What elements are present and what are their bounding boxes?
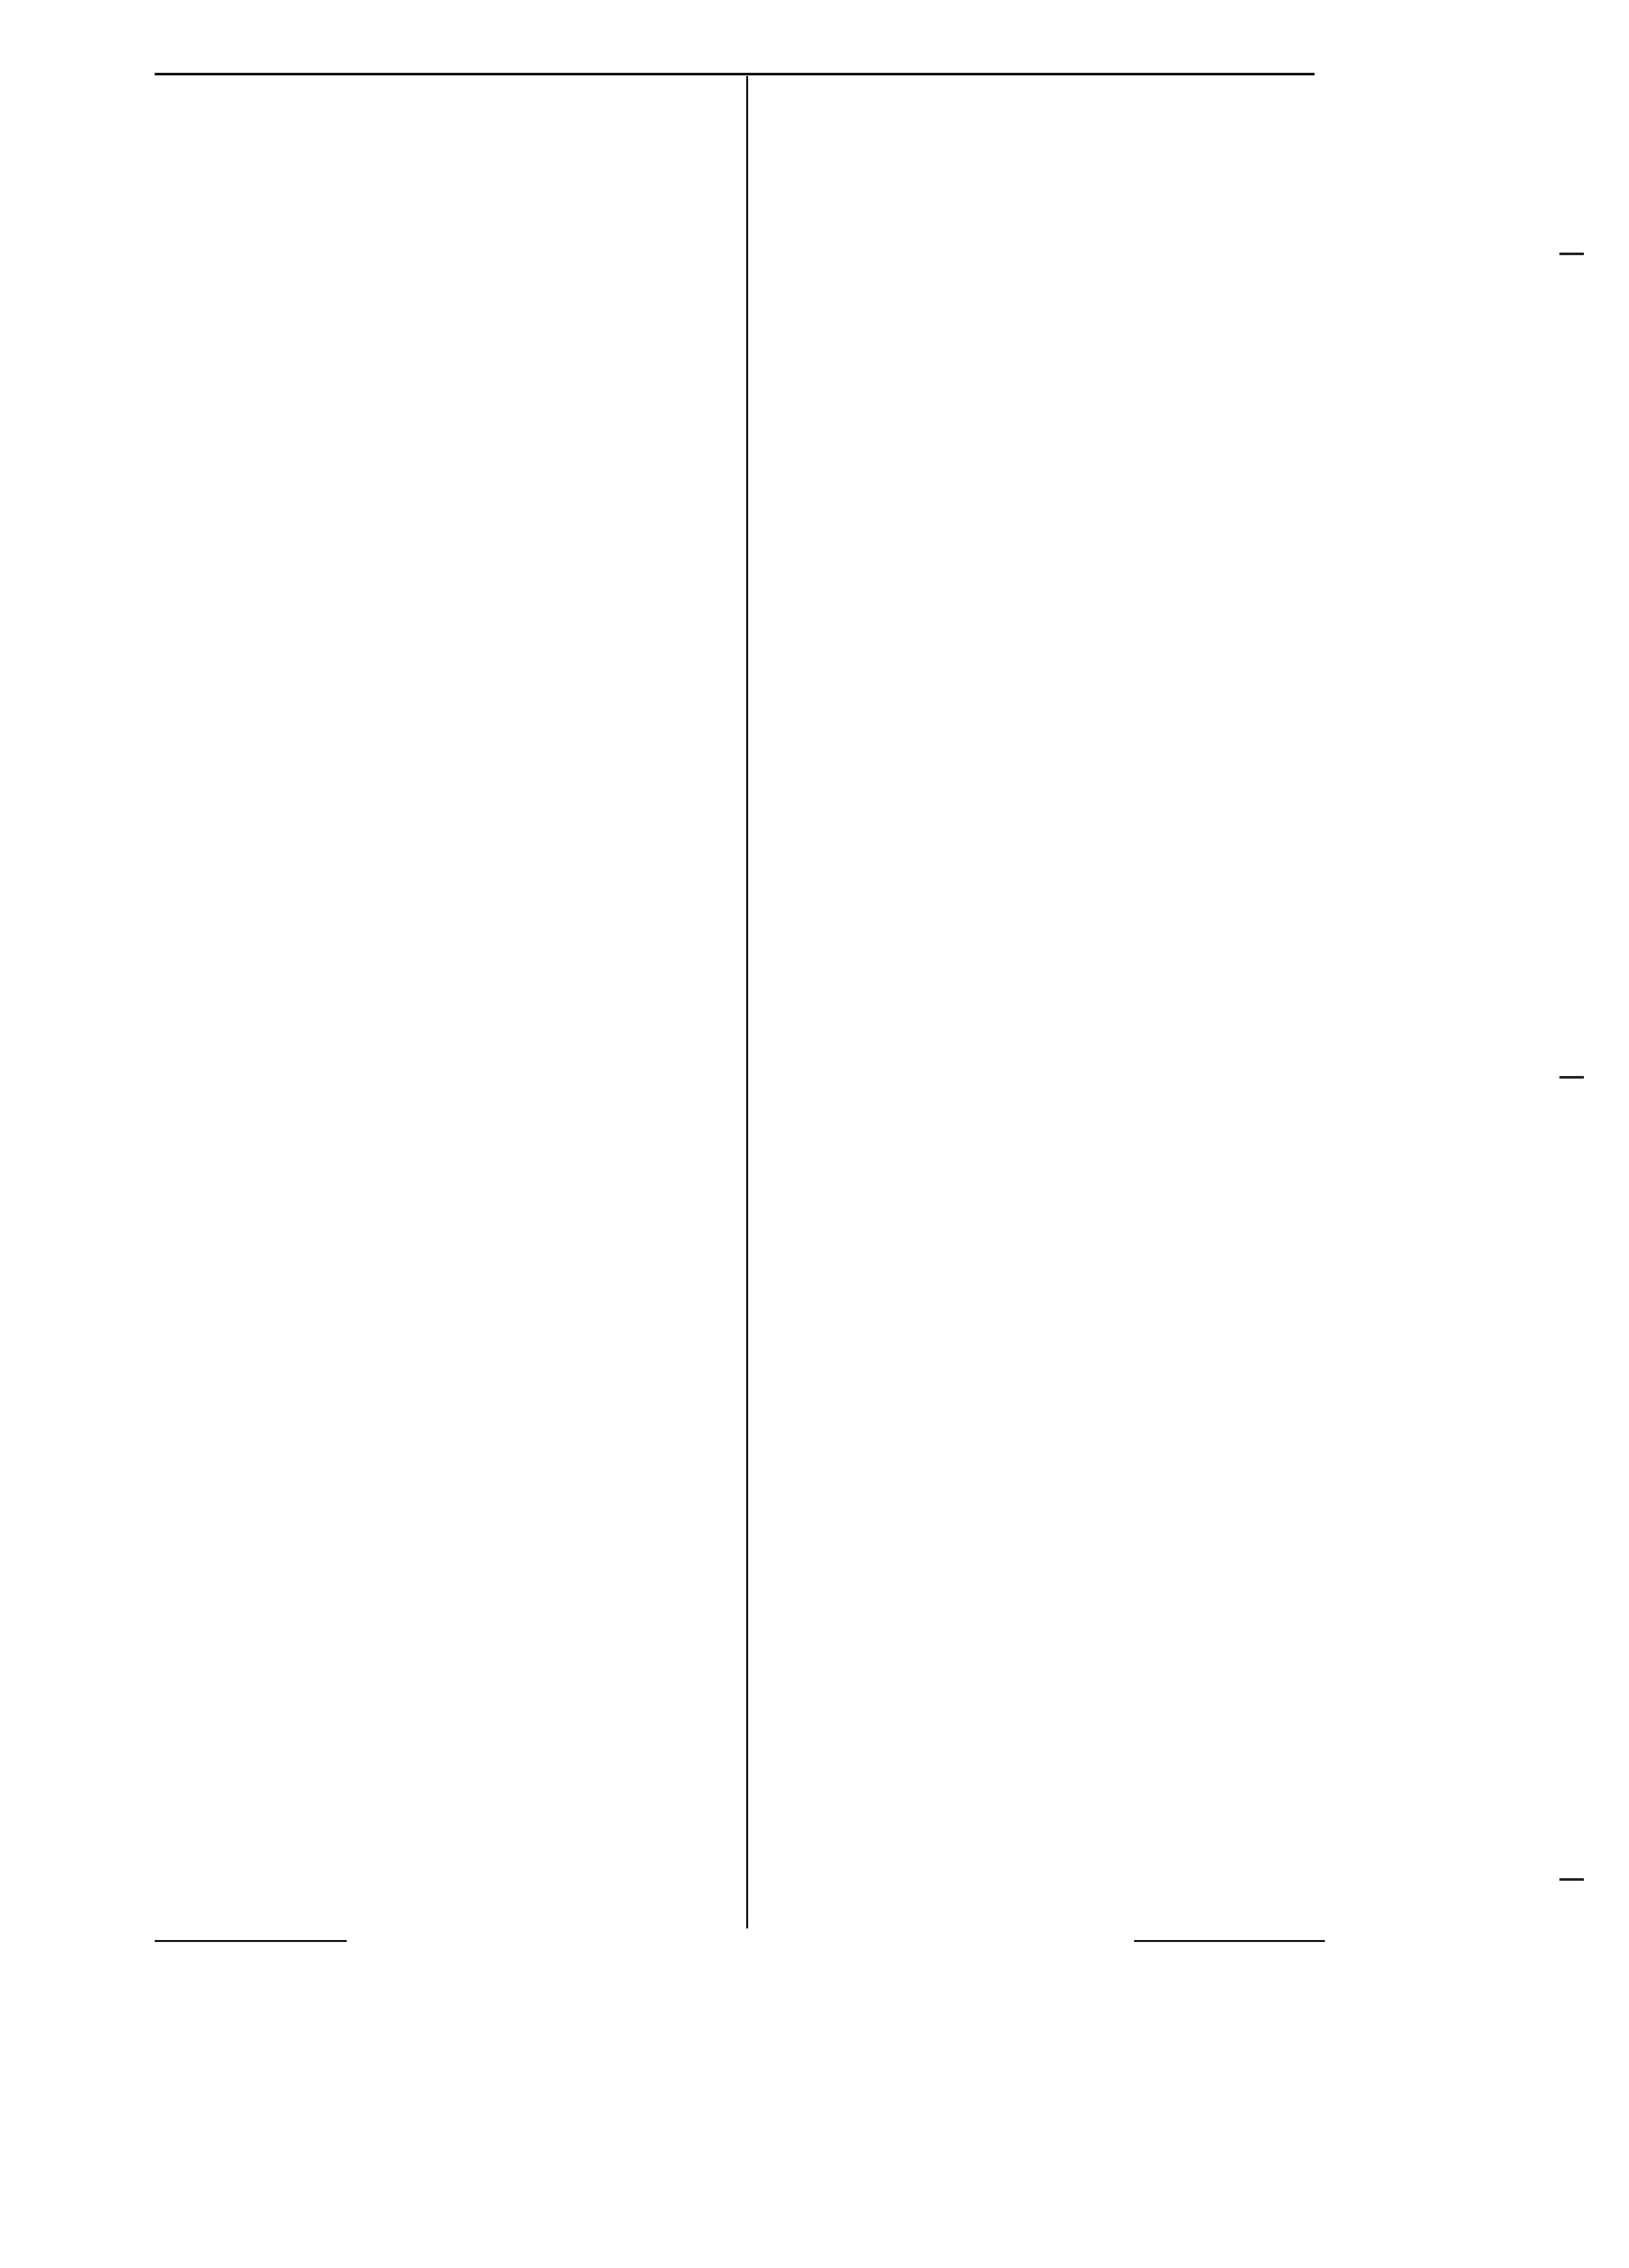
footer-rule-right xyxy=(1134,1940,1325,1942)
footer-rule-left xyxy=(155,1940,347,1942)
margin-mark xyxy=(1559,1878,1584,1881)
margin-mark xyxy=(1559,253,1584,255)
margin-mark xyxy=(1559,1076,1584,1079)
title-rule xyxy=(155,73,1315,75)
column-divider xyxy=(746,76,748,1928)
